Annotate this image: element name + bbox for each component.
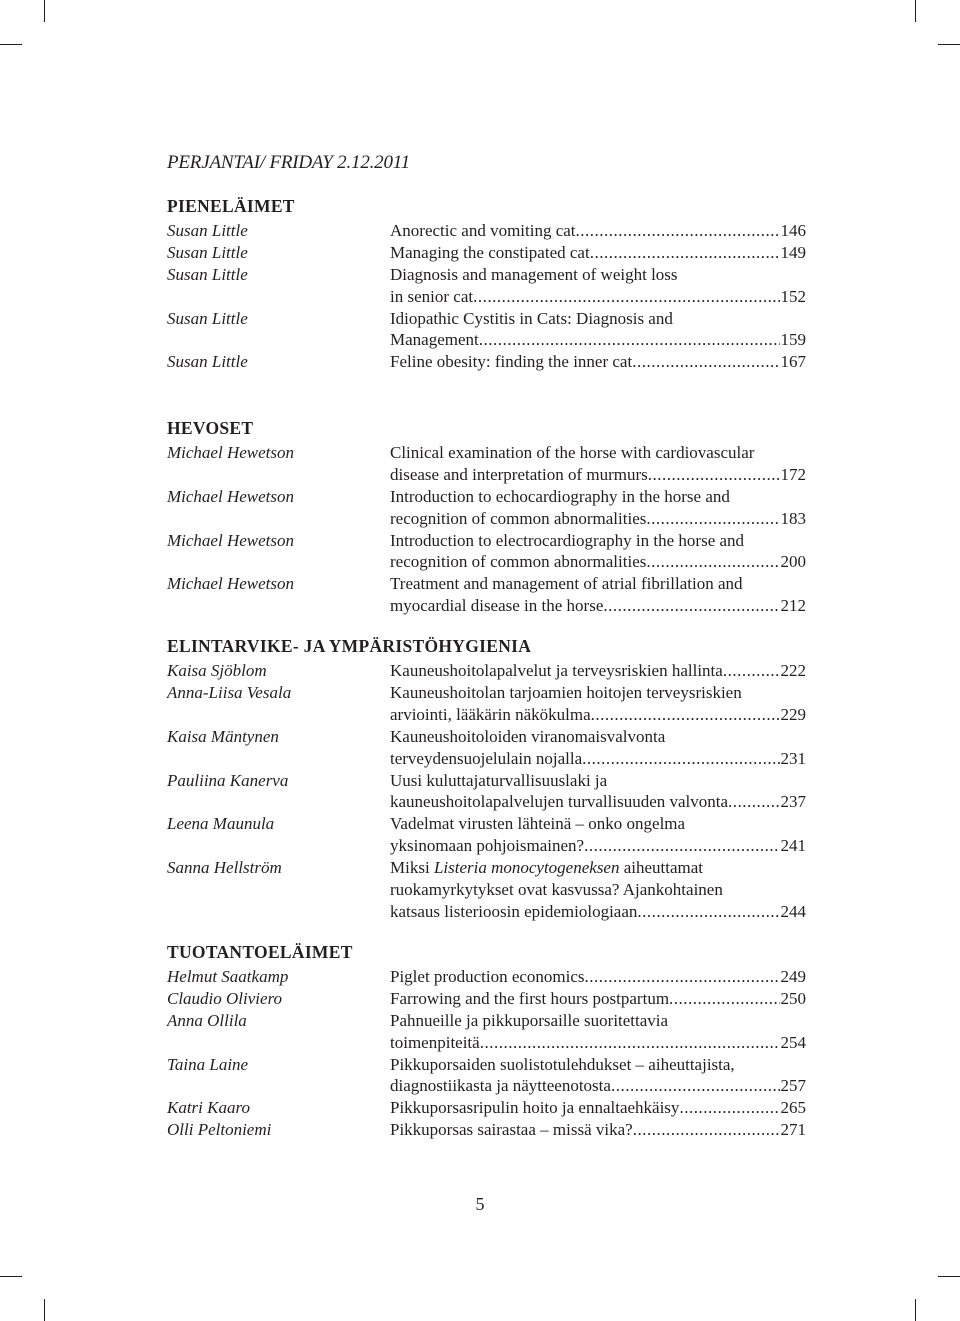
speaker-name: Sanna Hellström: [167, 858, 282, 878]
talk-title: [390, 660, 806, 682]
talk-title: [390, 682, 806, 726]
talk-title: [390, 988, 806, 1010]
dot-leader: [473, 286, 779, 308]
talk-title-line: Feline obesity: finding the inner cat: [390, 352, 633, 372]
talk-title: [390, 1097, 806, 1119]
dot-leader: [637, 901, 779, 923]
page-reference: 229: [780, 704, 806, 724]
talk-title: [390, 351, 806, 373]
page-reference: 237: [780, 792, 806, 812]
talk-title: [390, 1054, 806, 1098]
talk-title-line: Managing the constipated cat: [390, 242, 590, 262]
talk-title-line: arviointi, lääkärin näkökulma: [390, 704, 591, 724]
speaker-name: Pauliina Kanerva: [167, 770, 289, 790]
talk-title: [390, 1010, 806, 1054]
speaker-name: Claudio Oliviero: [167, 988, 283, 1008]
dot-leader: [632, 351, 779, 373]
talk-title-line: kauneushoitolapalvelujen turvallisuuden valvonta: [390, 792, 729, 812]
speaker-name: Susan Little: [167, 242, 248, 262]
dot-leader: [591, 704, 780, 726]
page-reference: 172: [780, 464, 806, 484]
speaker-name: Michael Hewetson: [167, 443, 294, 462]
section-title: TUOTANTOELÄIMET: [167, 942, 353, 962]
speaker-name: Susan Little: [167, 264, 248, 284]
page-reference: 212: [780, 596, 806, 616]
talk-title-line: katsaus listerioosin epidemiologiaan: [390, 901, 638, 921]
dot-leader: [611, 1075, 780, 1097]
page-reference: 241: [780, 836, 806, 856]
speaker-name: Helmut Saatkamp: [167, 967, 289, 986]
talk-title-line: Treatment and management of atrial fibrillation and: [390, 574, 743, 594]
talk-title: [390, 770, 806, 814]
talk-title: [390, 813, 806, 857]
talk-title: [390, 726, 806, 770]
day-heading: PERJANTAI/ FRIDAY 2.12.2011: [167, 152, 410, 173]
speaker-name: Susan Little: [167, 221, 248, 240]
dot-leader: [590, 242, 780, 264]
talk-title-line: Kauneushoitolan tarjoamien hoitojen terveysriskien: [390, 682, 742, 702]
dot-leader: [646, 508, 779, 530]
page-number: 5: [475, 1194, 485, 1214]
page-reference: 222: [780, 661, 806, 680]
talk-title-line: Miksi Listeria monocytogeneksen aiheuttamat: [390, 858, 704, 878]
talk-title-line: Clinical examination of the horse with cardiovascular: [390, 443, 755, 462]
page-reference: 146: [780, 221, 806, 240]
dot-leader: [582, 748, 779, 770]
talk-title-line: disease and interpretation of murmurs: [390, 464, 648, 484]
talk-title-line: toimenpiteitä: [390, 1032, 480, 1052]
section-title: HEVOSET: [167, 418, 254, 438]
talk-title-line: Piglet production economics: [390, 967, 585, 986]
talk-title: [390, 486, 806, 530]
page-reference: 244: [780, 901, 806, 921]
talk-title-line: terveydensuojelulain nojalla: [390, 748, 583, 768]
speaker-name: Anna Ollila: [167, 1010, 247, 1030]
dot-leader: [584, 835, 779, 857]
page-reference: 231: [780, 748, 806, 768]
speaker-name: Susan Little: [167, 308, 248, 328]
speaker-name: Leena Maunula: [167, 814, 275, 834]
talk-title: [390, 220, 806, 242]
dot-leader: [479, 329, 780, 351]
talk-title-line: recognition of common abnormalities: [390, 508, 647, 528]
page-reference: 159: [780, 330, 806, 350]
speaker-name: Anna-Liisa Vesala: [167, 682, 292, 702]
talk-title-line: Pahnueille ja pikkuporsaille suoritettavia: [390, 1010, 669, 1030]
talk-title-line: Management: [390, 330, 479, 350]
page-reference: 254: [780, 1032, 806, 1052]
page-reference: 250: [780, 988, 806, 1008]
speaker-name: Michael Hewetson: [167, 486, 294, 506]
talk-title: [390, 1119, 806, 1141]
talk-title: [390, 264, 806, 308]
dot-leader: [633, 1119, 780, 1141]
speaker-name: Olli Peltoniemi: [167, 1120, 272, 1140]
talk-title: [390, 442, 806, 486]
dot-leader: [585, 966, 780, 988]
talk-title-line: recognition of common abnormalities: [390, 552, 647, 572]
speaker-name: Taina Laine: [167, 1054, 249, 1074]
talk-title-line: Pikkuporsasripulin hoito ja ennaltaehkäisy: [390, 1098, 680, 1118]
talk-title-line: myocardial disease in the horse: [390, 596, 604, 616]
talk-title-line: Pikkuporsaiden suolistotulehdukset – aiheuttajista,: [390, 1054, 735, 1074]
section-title: PIENELÄIMET: [167, 196, 295, 216]
speaker-name: Susan Little: [167, 352, 248, 372]
speaker-name: Michael Hewetson: [167, 530, 294, 550]
dot-leader: [576, 220, 780, 242]
speaker-name: Katri Kaaro: [167, 1098, 250, 1118]
page-reference: 257: [780, 1076, 806, 1096]
talk-title-line: Anorectic and vomiting cat: [390, 221, 576, 240]
dot-leader: [669, 988, 779, 1010]
page-reference: 200: [780, 552, 806, 572]
page-reference: 265: [780, 1098, 806, 1118]
page-reference: 183: [780, 508, 806, 528]
page-reference: 149: [780, 242, 806, 262]
talk-title-line: Introduction to electrocardiography in the horse and: [390, 530, 745, 550]
dot-leader: [648, 464, 780, 486]
talk-title: [390, 573, 806, 617]
page-reference: 249: [780, 967, 806, 986]
speaker-name: Kaisa Sjöblom: [167, 661, 267, 680]
dot-leader: [603, 595, 779, 617]
page-reference: 271: [780, 1120, 806, 1140]
talk-title-line: Kauneushoitoloiden viranomaisvalvonta: [390, 726, 666, 746]
talk-title-line: Vadelmat virusten lähteinä – onko ongelma: [390, 814, 686, 834]
talk-title-line: Diagnosis and management of weight loss: [390, 264, 678, 284]
dot-leader: [728, 791, 779, 813]
talk-title-line: Kauneushoitolapalvelut ja terveysriskien hallinta: [390, 661, 723, 680]
section-title: ELINTARVIKE- JA YMPÄRISTÖHYGIENIA: [167, 636, 532, 656]
talk-title-line: Farrowing and the first hours postpartum: [390, 988, 670, 1008]
talk-title-line: yksinomaan pohjoismainen?: [390, 836, 585, 856]
talk-title: [390, 242, 806, 264]
talk-title-line: in senior cat: [390, 286, 474, 306]
talk-title: [390, 857, 806, 923]
dot-leader: [679, 1097, 779, 1119]
talk-title-line: ruokamyrkytykset ovat kasvussa? Ajankohtainen: [390, 879, 723, 899]
page-reference: 167: [780, 352, 806, 372]
talk-title: [390, 530, 806, 574]
talk-title: [390, 308, 806, 352]
talk-title-line: Introduction to echocardiography in the horse and: [390, 486, 730, 506]
talk-title-line: Idiopathic Cystitis in Cats: Diagnosis and: [390, 308, 673, 328]
dot-leader: [646, 551, 779, 573]
speaker-name: Michael Hewetson: [167, 574, 294, 594]
speaker-name: Kaisa Mäntynen: [167, 726, 279, 746]
talk-title-line: diagnostiikasta ja näytteenotosta: [390, 1076, 611, 1096]
talk-title: [390, 966, 806, 988]
talk-title-line: Pikkuporsas sairastaa – missä vika?: [390, 1120, 633, 1140]
dot-leader: [723, 660, 780, 682]
talk-title-line: Uusi kuluttajaturvallisuuslaki ja: [390, 770, 608, 790]
page-reference: 152: [780, 286, 806, 306]
dot-leader: [480, 1032, 780, 1054]
